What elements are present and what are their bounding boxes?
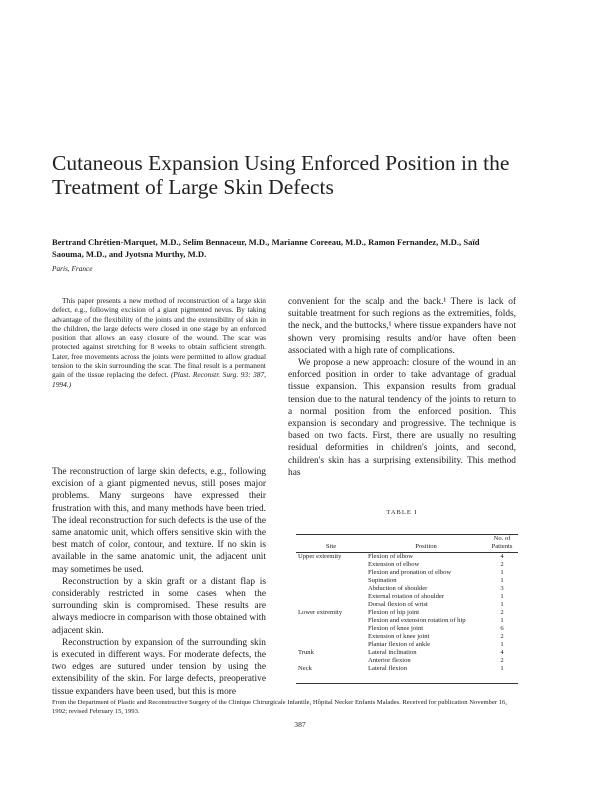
table-row bbox=[296, 625, 518, 633]
paragraph: Reconstruction by a skin graft or a distant flap is considerably restricted in some cases when the surrounding skin is compromised. These results are always mediocre in comparison with those obtained with adjacent skin. bbox=[52, 576, 266, 636]
table-title: TABLE I bbox=[386, 509, 418, 516]
table-cell-count: 4 bbox=[500, 649, 504, 656]
table-cell-site bbox=[296, 577, 366, 585]
table-cell-site bbox=[296, 633, 366, 641]
table-cell-count: 2 bbox=[500, 609, 504, 616]
table-cell-position: Dorsal flexion of wrist bbox=[368, 601, 428, 608]
table-cell-count: 1 bbox=[500, 601, 504, 608]
table-cell-count: 2 bbox=[500, 657, 504, 664]
table-cell-site: Trunk bbox=[298, 649, 314, 656]
table-row bbox=[296, 577, 518, 585]
table-cell-count: 1 bbox=[500, 617, 504, 624]
table-cell-count: 2 bbox=[500, 561, 504, 568]
table-row bbox=[296, 593, 518, 601]
page-number: 387 bbox=[294, 720, 306, 729]
table-cell-site bbox=[296, 617, 366, 625]
table-cell-position: Supination bbox=[368, 577, 397, 584]
table-cell-site bbox=[296, 601, 366, 609]
table-cell-site bbox=[296, 561, 366, 569]
table-cell-position: Flexion of elbow bbox=[368, 553, 414, 560]
table-cell-site bbox=[296, 657, 366, 665]
abstract-text: This paper presents a new method of reconstruction of a large skin defect, e.g., following excision of a giant pigmented nevus. By taking advantage of the flexibility of the joints and the extensibility of skin in the children, the large defects were closed in one stage by an enforced position that allows an easy closure of the wound. The scar was protected against stretching for 8 weeks to obtain sufficient strength. Later, free movements across the joints were permitted to allow gradual tension to the skin surrounding the scar. The final result is a permanent gain of the tissue replacing the defect. bbox=[52, 296, 266, 380]
table-row bbox=[296, 569, 518, 577]
table-cell-position: Anterior flexion bbox=[368, 657, 411, 664]
table-cell-count: 1 bbox=[500, 641, 504, 648]
article-title: Cutaneous Expansion Using Enforced Position in the Treatment of Large Skin Defects bbox=[52, 151, 510, 199]
table-cell-position: Lateral inclination bbox=[368, 649, 417, 656]
table-cell-count: 1 bbox=[500, 665, 504, 672]
right-column bbox=[288, 296, 516, 479]
header-position: Position bbox=[366, 534, 486, 553]
table-cell-position: Plantar flexion of ankle bbox=[368, 641, 431, 648]
table-row bbox=[296, 617, 518, 625]
table-cell-count: 3 bbox=[500, 585, 504, 592]
table-cell-position: Flexion and extension rotation of hip bbox=[368, 617, 466, 624]
footnote: From the Department of Plastic and Reconstructive Surgery of the Clinique Chirurgicale Infantile, Hôpital Necker Enfants Malades. Received for publication November 16, 1992; revised February 15, 1993. bbox=[52, 699, 507, 715]
table-cell-count: 1 bbox=[500, 593, 504, 600]
table-cell-count: 1 bbox=[500, 569, 504, 576]
table-row bbox=[296, 665, 518, 673]
table-cell-position: Extension of elbow bbox=[368, 561, 420, 568]
paragraph: We propose a new approach: closure of the wound in an enforced position in order to take advantage of gradual tissue expansion. This expansion results from gradual tension due to the natural tendency of the joints to return to a normal position from the enforced position. This expansion is secondary and progressive. The technique is based on two facts. First, there are usually no resulting residual deformities in children's joints, and second, children's skin has a surprising extensibility. This method has bbox=[288, 358, 516, 478]
table-cell-count: 1 bbox=[500, 577, 504, 584]
table-cell-site: Upper extremity bbox=[298, 553, 342, 560]
table-row bbox=[296, 649, 518, 657]
paragraph: The reconstruction of large skin defects, e.g., following excision of a giant pigmented nevus, still poses major problems. Many surgeons have expressed their frustration with this, and many methods have been tried. The ideal reconstruction for such defects is the use of the same anatomic unit, which offers sensitive skin with the best match of color, contour, and texture. If no skin is available in the same anatomic unit, the adjacent unit may sometimes be used. bbox=[52, 467, 266, 575]
table-cell-position: External rotation of shoulder bbox=[368, 593, 444, 600]
intro-column bbox=[52, 466, 266, 698]
table-row bbox=[296, 553, 518, 562]
table-row bbox=[296, 641, 518, 649]
paragraph: convenient for the scalp and the back.¹ There is lack of suitable treatment for such regions as the extremities, folds, the neck, and the buttocks,¹ where tissue expanders have not shown very promising results and/or have often been associated with a high rate of complications. bbox=[288, 297, 516, 356]
table-cell-position: Flexion of knee joint bbox=[368, 625, 424, 632]
abstract bbox=[52, 296, 266, 389]
table-cell-site bbox=[296, 641, 366, 649]
table-cell-position: Flexion of hip joint bbox=[368, 609, 420, 616]
abstract-citation: (Plast. Reconstr. Surg. 93: 387, 1994.) bbox=[52, 370, 267, 389]
table-cell-position: Flexion and pronation of elbow bbox=[368, 569, 452, 576]
affiliation: Paris, France bbox=[52, 264, 93, 273]
table-cell-site: Neck bbox=[298, 665, 312, 672]
table-row bbox=[296, 601, 518, 609]
table-cell-count: 2 bbox=[500, 633, 504, 640]
table-cell-position: Abduction of shoulder bbox=[368, 585, 428, 592]
table-cell-site bbox=[296, 569, 366, 577]
table-row bbox=[296, 585, 518, 593]
paragraph: Reconstruction by expansion of the surrounding skin is executed in different ways. For moderate defects, the two edges are sutured under tension by using the extensibility of the skin. For large defects, preoperative tissue expanders have been used, but this is more bbox=[52, 637, 266, 697]
table-row bbox=[296, 633, 518, 641]
table-cell-count: 6 bbox=[500, 625, 504, 632]
table-cell-count: 4 bbox=[500, 553, 504, 560]
table-cell-site bbox=[296, 625, 366, 633]
table-row bbox=[296, 561, 518, 569]
header-site: Site bbox=[296, 534, 366, 553]
table-cell-site: Lower extremity bbox=[298, 609, 343, 616]
table-cell-position: Lateral flexion bbox=[368, 665, 407, 672]
table-cell-position: Extension of knee joint bbox=[368, 633, 430, 640]
table-bottom-rule bbox=[296, 683, 518, 684]
table-row bbox=[296, 609, 518, 617]
table-cell-site bbox=[296, 585, 366, 593]
header-count: No. of Patients bbox=[486, 534, 518, 553]
table-cell-site bbox=[296, 593, 366, 601]
positions-table bbox=[296, 534, 518, 673]
author-list: Bertrand Chrétien-Marquet, M.D., Selim Bennaceur, M.D., Marianne Coreeau, M.D., Ramon Fernandez, M.D., Saïd Saouma, M.D., and Jyotsna Murthy, M.D. bbox=[52, 237, 480, 259]
table-row bbox=[296, 657, 518, 665]
